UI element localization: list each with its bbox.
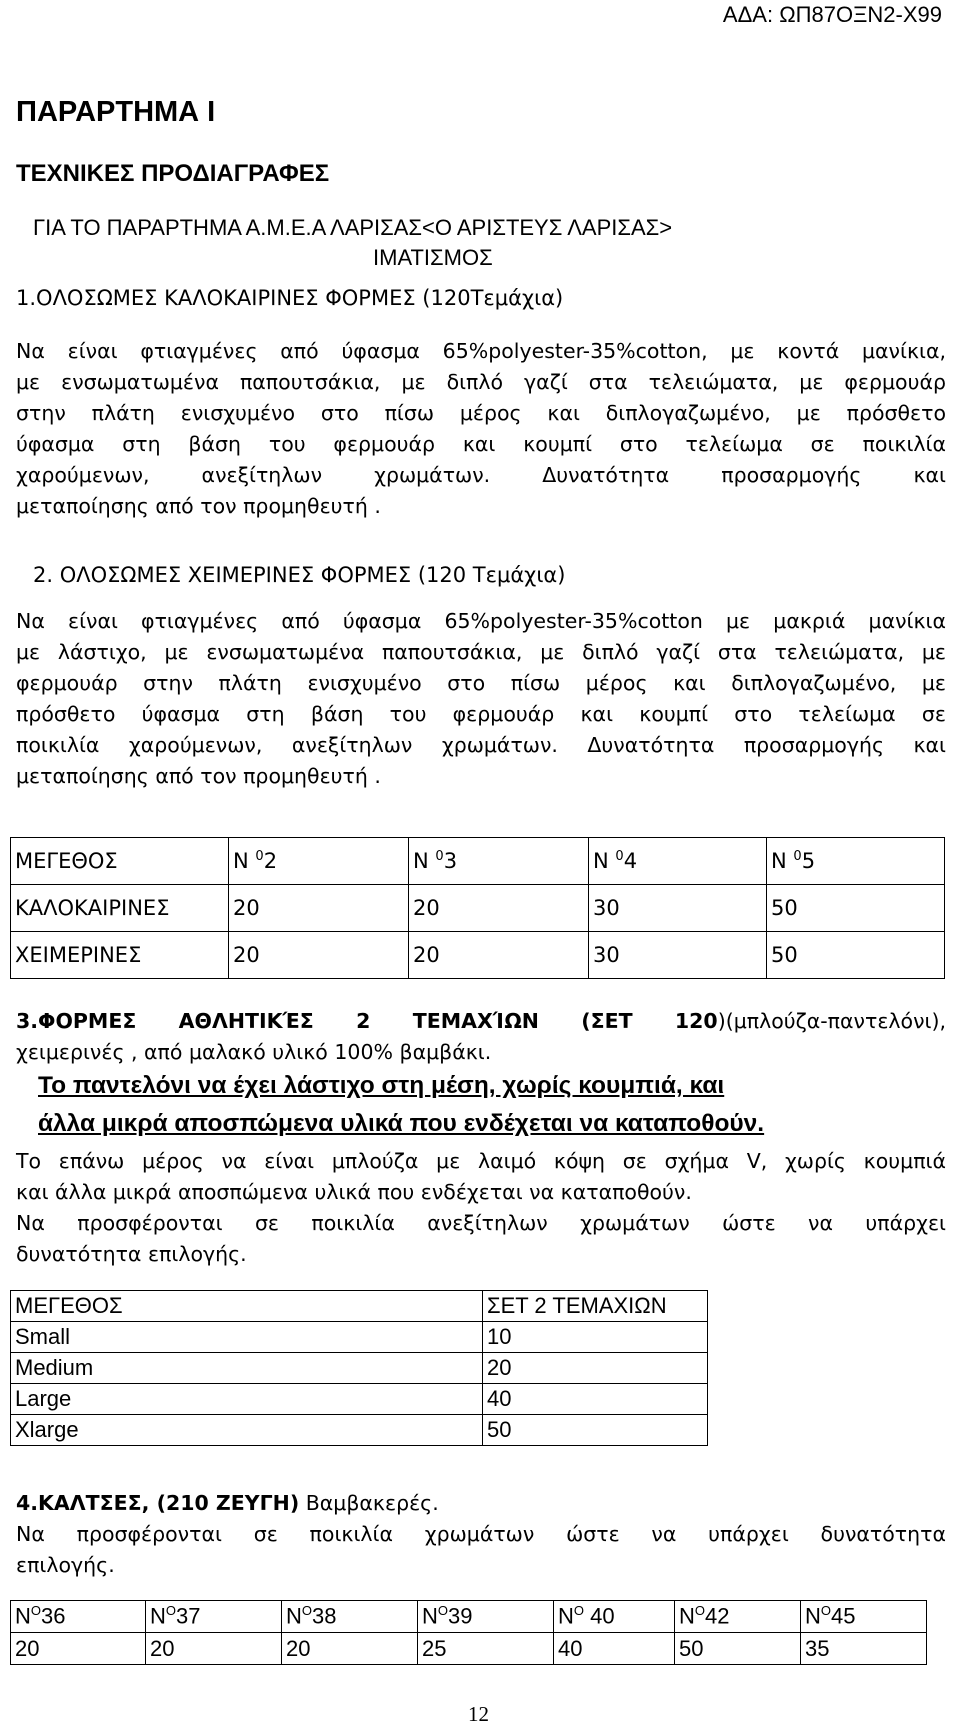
table-cell: 20 [409,885,589,932]
table-cell: $N^O36$ [11,1601,146,1633]
table-cell: ΜΕΓΕΘΟΣ [11,838,229,885]
table-cell: Xlarge [11,1415,483,1446]
table-cell: 30 [589,932,767,979]
table-row [11,1384,708,1415]
table-row [11,1415,708,1446]
table-cell: N $^0$5 [767,838,945,885]
table-cell: ΧΕΙΜΕΡΙΝΕΣ [11,932,229,979]
clothing-title: ΙΜΑΤΙΣΜΟΣ [373,245,493,270]
specs-title: ΤΕΧΝΙΚΕΣ ΠΡΟΔΙΑΓΡΑΦΕΣ [16,160,330,187]
section3-title-bold: 3.ΦΟΡΜΕΣ ΑΘΛΗΤΙΚΈΣ 2 ΤΕΜΑΧΊΩΝ (ΣΕΤ 120 [16,1009,718,1033]
section3-line: και άλλα μικρά αποσπώμενα υλικά που ενδέχεται να καταποθούν. [16,1180,692,1204]
table-cell: 20 [146,1633,282,1665]
table-cell: $N^O37$ [146,1601,282,1633]
table-cell: 25 [418,1633,554,1665]
section3-underlined-line: Το παντελόνι να έχει λάστιχο στη μέση, χωρίς κουμπιά, και [38,1072,725,1099]
table-row [11,885,945,932]
table-cell: 20 [229,885,409,932]
table-cell: 40 [483,1384,708,1415]
table-cell: ΚΑΛΟΚΑΙΡΙΝΕΣ [11,885,229,932]
section2-line: μεταποίησης από τον προμηθευτή . [16,764,381,788]
section1-line: Να είναι φτιαγμένες από ύφασμα 65%polyester-35%cotton, με κοντά μανίκια, [16,339,946,363]
section1-body [16,336,946,522]
section4-title-bold: 4.ΚΑΛΤΣΕΣ, (210 ΖΕΥΓΗ) [16,1491,300,1515]
table-cell: 20 [282,1633,418,1665]
section1-title: 1.ΟΛΟΣΩΜΕΣ ΚΑΛΟΚΑΙΡΙΝΕΣ ΦΟΡΜΕΣ (120Τεμάχια) [16,286,564,310]
section3-line: Να προσφέρονται σε ποικιλία ανεξίτηλων χρωμάτων ώστε να υπάρχει [16,1211,946,1235]
table-header-row [11,1291,708,1322]
section4-line: επιλογής. [16,1553,115,1577]
table-row [11,1353,708,1384]
sportswear-size-table [10,1290,708,1446]
section3-title [16,1006,946,1068]
table-cell: Medium [11,1353,483,1384]
section2-line: φερμουάρ στην πλάτη ενισχυμένο στο πίσω μέρος και διπλογαζωμένο, με [16,671,946,695]
section3-body [16,1146,946,1270]
table-cell: $N^O$ 40 [554,1601,675,1633]
table-cell: 35 [801,1633,927,1665]
table-row [11,932,945,979]
table-cell: ΜΕΓΕΘΟΣ [11,1291,483,1322]
section2-line: Να είναι φτιαγμένες από ύφασμα 65%polyester-35%cotton με μακριά μανίκια [16,609,946,633]
table-cell: 40 [554,1633,675,1665]
section4-title-rest: Βαμβακερές. [299,1491,439,1515]
table-cell: 50 [767,932,945,979]
table-cell: 20 [11,1633,146,1665]
section1-line: ύφασμα στη βάση του φερμουάρ και κουμπί στο τελείωμα σε ποικιλία [16,432,946,456]
section3-line: Το επάνω μέρος να είναι μπλούζα με λαιμό κόψη σε σχήμα V, χωρίς κουμπιά [16,1149,946,1173]
section4-body [16,1488,946,1581]
table-cell: 20 [229,932,409,979]
table-row [11,1633,927,1665]
section2-line: με λάστιχο, με ενσωματωμένα παπουτσάκια, με διπλό γαζί στα τελειώματα, με [16,640,946,664]
section1-line: χαρούμενων, ανεξίτηλων χρωμάτων. Δυνατότητα προσαρμογής και [16,463,946,487]
section3-line: χειμερινές , από μαλακό υλικό 100% βαμβάκι. [16,1040,492,1064]
table-cell: N $^0$2 [229,838,409,885]
section3-title-rest: )(μπλούζα-παντελόνι), [717,1009,946,1033]
section3-underlined-line: άλλα μικρά αποσπώμενα υλικά που ενδέχεται να καταποθούν. [38,1110,765,1137]
table-cell: N $^0$4 [589,838,767,885]
table-cell: Small [11,1322,483,1353]
section2-body [16,606,946,792]
table-header-row [11,1601,927,1633]
table-cell: 20 [409,932,589,979]
document-code: ΑΔΑ: ΩΠ87ΟΞΝ2-Χ99 [722,2,942,27]
annex-title: ΠΑΡΑΡΤΗΜΑ Ι [16,96,216,128]
table-row [11,1322,708,1353]
table-cell: 50 [675,1633,801,1665]
section4-line: Να προσφέρονται σε ποικιλία χρωμάτων ώστε να υπάρχει δυνατότητα [16,1522,946,1546]
table-cell: 30 [589,885,767,932]
table-header-row [11,838,945,885]
table-cell: 20 [483,1353,708,1384]
section1-line: μεταποίησης από τον προμηθευτή . [16,494,381,518]
table-cell: $N^O45$ [801,1601,927,1633]
section2-line: ποικιλία χαρούμενων, ανεξίτηλων χρωμάτων. Δυνατότητα προσαρμογής και [16,733,946,757]
table-cell: $N^O38$ [282,1601,418,1633]
branch-title: ΓΙΑ ΤΟ ΠΑΡΑΡΤΗΜΑ Α.Μ.Ε.Α ΛΑΡΙΣΑΣ<Ο ΑΡΙΣΤΕΥΣ ΛΑΡΙΣΑΣ> [33,215,673,240]
section1-line: στην πλάτη ενισχυμένο στο πίσω μέρος και διπλογαζωμένο, με πρόσθετο [16,401,946,425]
socks-size-table [10,1600,927,1665]
table-cell: ΣΕΤ 2 ΤΕΜΑΧΙΩΝ [483,1291,708,1322]
section2-line: πρόσθετο ύφασμα στη βάση του φερμουάρ και κουμπί στο τελείωμα σε [16,702,946,726]
table-cell: 10 [483,1322,708,1353]
table-cell: Large [11,1384,483,1415]
section1-line: με ενσωματωμένα παπουτσάκια, με διπλό γαζί στα τελειώματα, με φερμουάρ [16,370,946,394]
table-cell: $N^O42$ [675,1601,801,1633]
page-number: 12 [468,1702,489,1726]
section3-line: δυνατότητα επιλογής. [16,1242,247,1266]
forms-size-table [10,837,945,979]
table-cell: 50 [767,885,945,932]
table-cell: 50 [483,1415,708,1446]
table-cell: $N^O39$ [418,1601,554,1633]
table-cell: N $^0$3 [409,838,589,885]
section2-title: 2. ΟΛΟΣΩΜΕΣ ΧΕΙΜΕΡΙΝΕΣ ΦΟΡΜΕΣ (120 Τεμάχια) [33,563,566,587]
